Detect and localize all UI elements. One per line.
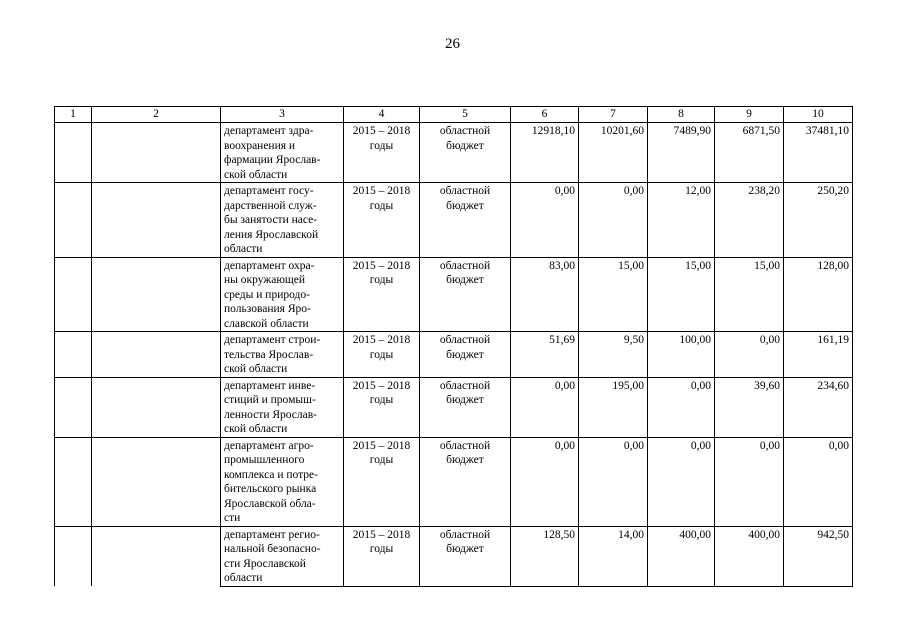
department-line: сти: [224, 512, 241, 524]
funding-source-line: бюджет: [446, 394, 484, 406]
amount-cell: 0,00: [648, 377, 715, 437]
period-line: 2015 – 2018: [352, 439, 411, 452]
amount-cell: 37481,10: [784, 123, 853, 183]
period-line: годы: [369, 454, 394, 466]
amount-cell: 0,00: [579, 183, 648, 258]
amount-cell: 942,50: [784, 526, 853, 586]
period-cell: [344, 123, 420, 183]
period-cell: [344, 257, 420, 332]
funding-source-cell: [420, 437, 511, 526]
amount-cell: 0,00: [715, 437, 784, 526]
column-header: 3: [221, 107, 344, 123]
empty-cell-col1: [55, 437, 92, 526]
amount-cell: 0,00: [648, 437, 715, 526]
table-row: [55, 123, 853, 183]
department-cell: [221, 332, 344, 378]
empty-cell-col1: [55, 257, 92, 332]
amount-cell: 0,00: [511, 437, 579, 526]
empty-cell-col1: [55, 526, 92, 586]
period-line: 2015 – 2018: [352, 185, 411, 197]
department-line: департамент регио-: [224, 528, 320, 541]
column-header: 1: [55, 107, 92, 123]
empty-cell-col1: [55, 377, 92, 437]
amount-cell: 161,19: [784, 332, 853, 378]
amount-cell: 0,00: [511, 377, 579, 437]
funding-source-line: бюджет: [446, 139, 484, 152]
amount-cell: 128,50: [511, 526, 579, 586]
amount-cell: 0,00: [511, 183, 579, 258]
funding-source-line: областной: [439, 528, 491, 541]
funding-source-line: бюджет: [446, 454, 484, 466]
department-line: бительского рынка: [224, 483, 317, 495]
empty-cell-col2: [92, 123, 221, 183]
department-line: воохранения и: [224, 139, 296, 152]
empty-cell-col1: [55, 183, 92, 258]
column-header: 8: [648, 107, 715, 123]
empty-cell-col2: [92, 526, 221, 586]
amount-cell: 0,00: [715, 332, 784, 378]
column-header: 10: [784, 107, 853, 123]
period-cell: [344, 332, 420, 378]
department-line: области: [224, 572, 263, 584]
department-line: департамент охра-: [224, 259, 315, 272]
funding-source-cell: [420, 377, 511, 437]
funding-source-cell: [420, 332, 511, 378]
empty-cell-col2: [92, 257, 221, 332]
amount-cell: 0,00: [579, 437, 648, 526]
column-header: 2: [92, 107, 221, 123]
amount-cell: 51,69: [511, 332, 579, 378]
department-line: департамент строи-: [224, 334, 321, 346]
department-line: Ярославской обла-: [224, 497, 316, 510]
department-line: области: [224, 243, 263, 255]
budget-table: [54, 106, 853, 587]
funding-source-line: бюджет: [446, 543, 484, 555]
funding-source-line: бюджет: [446, 274, 484, 286]
department-line: пользования Яро-: [224, 303, 311, 315]
funding-source-line: областной: [439, 334, 491, 346]
department-line: тельства Ярослав-: [224, 348, 314, 361]
department-line: нальной безопасно-: [224, 543, 321, 555]
department-line: комплекса и потре-: [224, 468, 318, 481]
department-cell: [221, 123, 344, 183]
period-line: 2015 – 2018: [352, 259, 411, 272]
amount-cell: 195,00: [579, 377, 648, 437]
column-header: 9: [715, 107, 784, 123]
period-cell: [344, 377, 420, 437]
period-line: 2015 – 2018: [352, 125, 411, 137]
department-line: дарственной служ-: [224, 199, 317, 212]
table-row: [55, 526, 853, 586]
amount-cell: 14,00: [579, 526, 648, 586]
empty-cell-col2: [92, 437, 221, 526]
amount-cell: 39,60: [715, 377, 784, 437]
funding-source-line: областной: [439, 379, 491, 392]
department-line: департамент госу-: [224, 185, 314, 197]
period-line: годы: [369, 394, 394, 406]
amount-cell: 12,00: [648, 183, 715, 258]
table-row: [55, 437, 853, 526]
funding-source-cell: [420, 183, 511, 258]
period-line: годы: [369, 199, 394, 212]
amount-cell: 400,00: [648, 526, 715, 586]
column-header: 6: [511, 107, 579, 123]
funding-source-line: областной: [439, 185, 491, 197]
amount-cell: 83,00: [511, 257, 579, 332]
department-line: промышленного: [224, 454, 305, 466]
amount-cell: 238,20: [715, 183, 784, 258]
department-line: ской области: [224, 423, 288, 435]
period-line: годы: [369, 274, 394, 286]
amount-cell: 15,00: [715, 257, 784, 332]
department-line: стиций и промыш-: [224, 394, 316, 406]
department-line: славской области: [224, 317, 309, 330]
department-cell: [221, 183, 344, 258]
department-cell: [221, 526, 344, 586]
page-number: 26: [445, 36, 460, 52]
department-line: ления Ярославской: [224, 228, 319, 241]
funding-source-cell: [420, 257, 511, 332]
amount-cell: 12918,10: [511, 123, 579, 183]
department-line: ны окружающей: [224, 274, 306, 286]
amount-cell: 15,00: [579, 257, 648, 332]
department-line: бы занятости насе-: [224, 214, 318, 226]
amount-cell: 100,00: [648, 332, 715, 378]
empty-cell-col2: [92, 377, 221, 437]
department-cell: [221, 377, 344, 437]
period-line: 2015 – 2018: [352, 334, 411, 346]
table-body: [55, 123, 853, 587]
table-row: [55, 377, 853, 437]
funding-source-line: областной: [439, 439, 491, 452]
amount-cell: 15,00: [648, 257, 715, 332]
empty-cell-col2: [92, 332, 221, 378]
table-row: [55, 332, 853, 378]
period-line: 2015 – 2018: [352, 528, 411, 541]
period-cell: [344, 183, 420, 258]
period-line: годы: [369, 139, 394, 152]
empty-cell-col2: [92, 183, 221, 258]
empty-cell-col1: [55, 123, 92, 183]
department-cell: [221, 257, 344, 332]
funding-source-cell: [420, 526, 511, 586]
empty-cell-col1: [55, 332, 92, 378]
period-line: 2015 – 2018: [352, 379, 411, 392]
department-line: ленности Ярослав-: [224, 408, 318, 421]
department-line: департамент агро-: [224, 439, 314, 452]
department-line: департамент здра-: [224, 125, 314, 137]
funding-source-line: областной: [439, 259, 491, 272]
column-header: 5: [420, 107, 511, 123]
amount-cell: 7489,90: [648, 123, 715, 183]
department-line: ской области: [224, 363, 288, 375]
amount-cell: 0,00: [784, 437, 853, 526]
department-line: сти Ярославской: [224, 557, 306, 570]
department-line: департамент инве-: [224, 379, 316, 392]
table-row: [55, 183, 853, 258]
period-cell: [344, 437, 420, 526]
amount-cell: 10201,60: [579, 123, 648, 183]
amount-cell: 234,60: [784, 377, 853, 437]
period-line: годы: [369, 348, 394, 361]
funding-source-line: бюджет: [446, 348, 484, 361]
funding-source-line: областной: [439, 125, 491, 137]
department-cell: [221, 437, 344, 526]
period-line: годы: [369, 543, 394, 555]
amount-cell: 6871,50: [715, 123, 784, 183]
column-header: 4: [344, 107, 420, 123]
period-cell: [344, 526, 420, 586]
amount-cell: 128,00: [784, 257, 853, 332]
department-line: фармации Ярослав-: [224, 154, 321, 166]
header-row: [55, 107, 853, 123]
table-row: [55, 257, 853, 332]
funding-source-line: бюджет: [446, 199, 484, 212]
amount-cell: 250,20: [784, 183, 853, 258]
column-header: 7: [579, 107, 648, 123]
amount-cell: 9,50: [579, 332, 648, 378]
department-line: среды и природо-: [224, 288, 310, 301]
amount-cell: 400,00: [715, 526, 784, 586]
department-line: ской области: [224, 168, 288, 181]
funding-source-cell: [420, 123, 511, 183]
